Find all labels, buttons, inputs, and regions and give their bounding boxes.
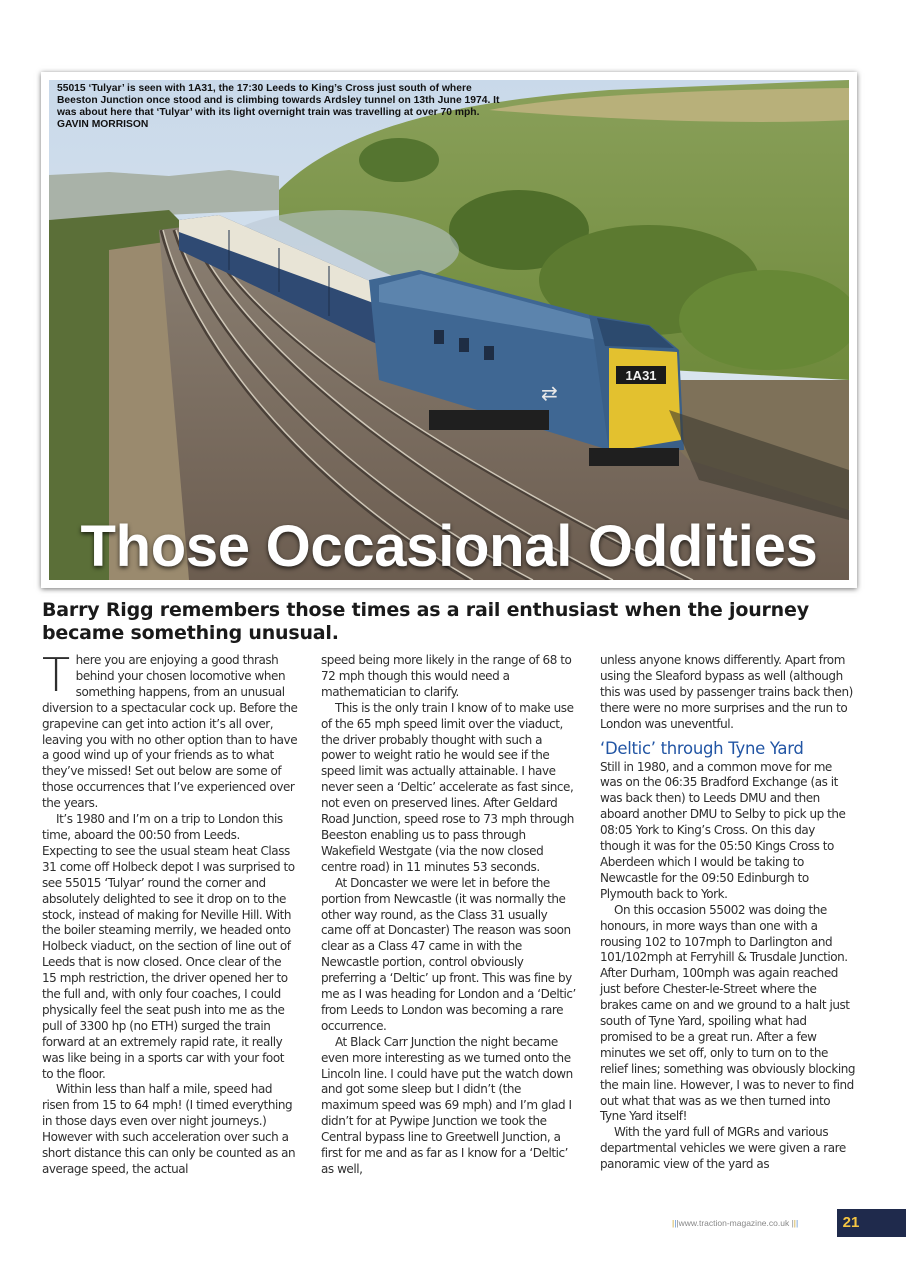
photo-frame — [41, 72, 857, 588]
article-standfirst: Barry Rigg remembers those times as a rail enthusiast when the journey became something unusual. — [42, 599, 809, 644]
article-column-3 — [600, 653, 856, 1173]
article-paragraph: This is the only train I know of to make use of the 65 mph speed limit over the viaduct, the driver probably thought with such a power to weight ratio he would see if the speed limit was actually attainable. I have never seen a ‘Deltic’ accelerate as fast since, not even on preserved lines. After Geldard Road Junction, speed rose to 73 mph through Beeston enabling us to pass through Wakefield Westgate (via the now closed centre road) in 11 minutes 53 seconds. — [321, 700, 574, 874]
deltic-locomotive-photo — [49, 80, 849, 580]
page-number: 21 — [842, 1214, 860, 1231]
article-paragraph: unless anyone knows differently. Apart from using the Sleaford bypass as well (although this was used by passenger trains back then) there were no more surprises and the run to London was uneventful. — [600, 653, 853, 731]
article-paragraph: At Black Carr Junction the night became even more interesting as we turned onto the Lincoln line. I could have put the watch down and got some sleep but I didn’t (the maximum speed was 69 mph) and I’m glad I didn’t for at Pywipe Junction we took the Central bypass line to Greetwell Junction, a first for me and as far as I know for a ‘Deltic’ as well, — [321, 1034, 573, 1176]
article-paragraph: On this occasion 55002 was doing the honours, in more ways than one with a rousing 102 to 107mph to Darlington and 101/102mph at Ferryhill & Trusdale Junction. After Durham, 100mph was again reached just before Chester-le-Street where the brakes came on and we ground to a halt just south of Tyne Yard, spoiling what had promised to be a great run. After a few minutes we set off, only to turn on to the relief lines; something was obviously blocking the main line. However, I was to never to find out what that was as we then turned into Tyne Yard itself! — [600, 902, 856, 1124]
drop-cap: T — [42, 648, 70, 702]
article-paragraph: At Doncaster we were let in before the portion from Newcastle (it was normally the other way round, as the Class 31 usually came off at Doncaster) The reason was soon clear as a Class 47 came in with the Newcastle portion, control obviously preferring a ‘Deltic’ up front. This was fine by me as I was heading for London and a ‘Deltic’ from Leeds to London was becoming a rare occurrence. — [321, 875, 576, 1033]
article-headline: Those Occasional Oddities — [80, 514, 818, 579]
article-column-2 — [321, 653, 577, 1178]
page-number-box — [837, 1209, 906, 1237]
article-paragraph: There you are enjoying a good thrash behind your chosen locomotive when something happens, from an unusual diversion to a spectacular cock up. Before the grapevine can get into action it’s all over, leaving you with no other option than to have a good wind up of your friends as to what they’ve missed! Set out below are some of those occurrences that I’ve experienced over the years. — [42, 648, 298, 811]
section-subhead: ‘Deltic’ through Tyne Yard — [600, 738, 804, 758]
article-paragraph: It’s 1980 and I’m on a trip to London this time, aboard the 00:50 from Leeds. Expecting to see the usual steam heat Class 31 come off Holbeck depot I was surprised to see 55015 ‘Tulyar’ round the corner and absolutely delighted to see it drop on to the stock, instead of making for Neville Hill. With the boiler steaming merrily, we headed onto Holbeck viaduct, on the section of line out of Leeds that is now closed. Once clear of the 15 mph restriction, the driver opened her to the full and, with only four coaches, I could physically feel the seat push into me as the pull of 3300 hp (no ETH) surged the train forward at an extremely rapid rate, it really was like being in a sports car with your foot to the floor. — [42, 812, 295, 1081]
article-paragraph: Still in 1980, and a common move for me was on the 06:35 Bradford Exchange (as it was back then) to Leeds DMU and then aboard another DMU to Selby to pick up the 08:05 York to King’s Cross. On this day though it was for the 05:50 Kings Cross to Aberdeen which I would be taking to Newcastle for the 09:50 Edinburgh to Plymouth back to York. — [600, 759, 846, 901]
footer-website[interactable]: |||www.traction-magazine.co.uk ||| — [672, 1218, 799, 1228]
headcode-display: 1A31 — [625, 368, 657, 383]
article-column-1 — [42, 648, 298, 1178]
article-paragraph: speed being more likely in the range of 68 to 72 mph though this would need a mathematician to clarify. — [321, 653, 572, 699]
photo-caption: 55015 ‘Tulyar’ is seen with 1A31, the 17:30 Leeds to King’s Cross just south of where Beeston Junction once stood and is climbing towards Ardsley tunnel on 13th June 1974. It was about here that ‘Tulyar’ with its light overnight train was travelling at over 70 mph. GAVIN MORRISON — [57, 83, 500, 130]
article-paragraph: With the yard full of MGRs and various departmental vehicles we were given a rare panoramic view of the yard as — [600, 1125, 846, 1172]
svg-text:⇄: ⇄ — [541, 381, 558, 405]
article-paragraph: Within less than half a mile, speed had risen from 15 to 64 mph! (I timed everything in those days even over night journeys.) However with such acceleration over such a short distance this can only be counted as an average speed, the actual — [42, 1082, 296, 1176]
